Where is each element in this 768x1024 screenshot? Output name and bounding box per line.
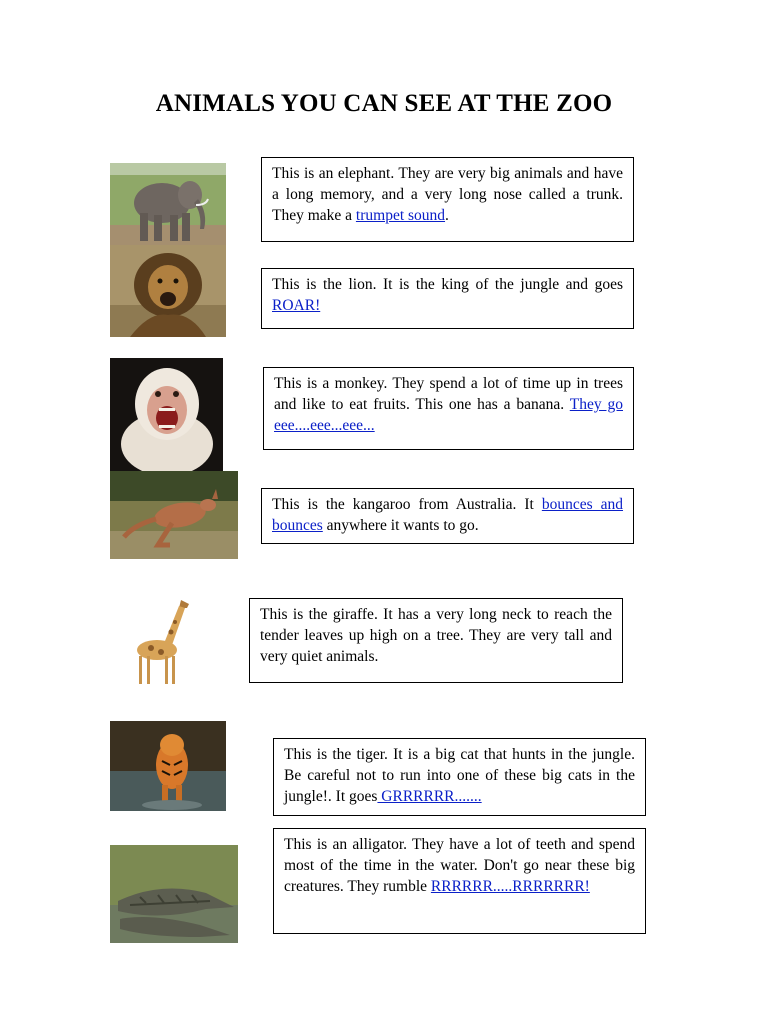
grrr-link[interactable]: GRRRRRR....... xyxy=(377,788,482,805)
monkey-image xyxy=(110,358,223,471)
giraffe-icon xyxy=(125,594,195,689)
tiger-icon xyxy=(110,721,226,811)
monkey-icon xyxy=(110,358,223,471)
rumble-link[interactable]: RRRRRR.....RRRRRRR! xyxy=(430,878,590,895)
lion-description: This is the lion. It is the king of the jungle and goes ROAR! xyxy=(261,268,634,329)
tiger-description: This is the tiger. It is a big cat that hunts in the jungle. Be careful not to run into one of these big cats in the jungle!. It goes GRRRRRR....... xyxy=(273,738,646,816)
alligator-description: This is an alligator. They have a lot of teeth and spend most of the time in the water. Don't go near these big creatures. They rumble RRRRRR.....RRRRRRR! xyxy=(273,828,646,934)
monkey-description: This is a monkey. They spend a lot of time up in trees and like to eat fruits. This one has a banana. They go eee....eee...eee... xyxy=(263,367,634,450)
lion-icon xyxy=(110,245,226,337)
giraffe-image xyxy=(125,594,195,689)
elephant-icon xyxy=(110,163,226,245)
tiger-image xyxy=(110,721,226,811)
giraffe-description: This is the giraffe. It has a very long neck to reach the tender leaves up high on a tree. They are very tall and very quiet animals. xyxy=(249,598,623,683)
elephant-description: This is an elephant. They are very big animals and have a long memory, and a very long nose called a trunk. They make a trumpet sound. xyxy=(261,157,634,242)
alligator-image xyxy=(110,845,238,943)
monkey-sound-link[interactable]: They go eee....eee...eee... xyxy=(274,396,623,434)
kangaroo-image xyxy=(110,471,238,559)
trumpet-sound-link[interactable]: trumpet sound xyxy=(355,207,446,224)
lion-image xyxy=(110,245,226,337)
kangaroo-description: This is the kangaroo from Australia. It bounces and bounces anywhere it wants to go. xyxy=(261,488,634,544)
page-title: ANIMALS YOU CAN SEE AT THE ZOO xyxy=(155,90,613,117)
alligator-icon xyxy=(110,845,238,943)
elephant-image xyxy=(110,163,226,245)
kangaroo-icon xyxy=(110,471,238,559)
bounces-link[interactable]: bounces and bounces xyxy=(272,496,624,534)
roar-link[interactable]: ROAR! xyxy=(272,297,321,314)
